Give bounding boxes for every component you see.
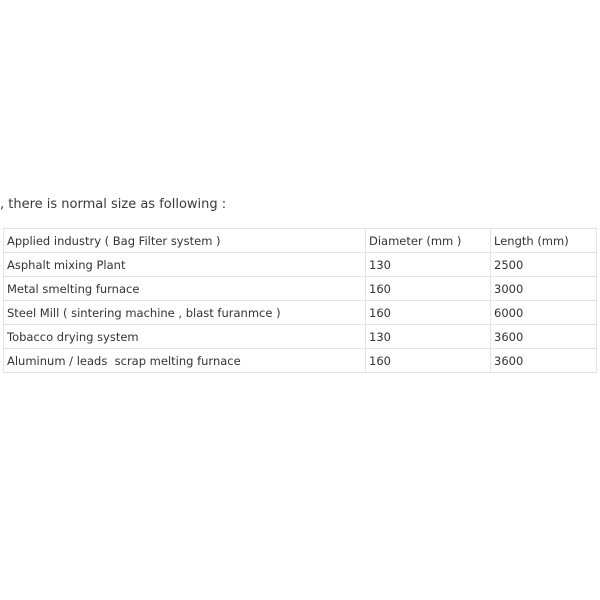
- header-industry: Applied industry ( Bag Filter system ): [4, 229, 366, 253]
- table-row: [4, 349, 597, 373]
- cell-length: 3600: [491, 325, 597, 349]
- cell-industry: Aluminum / leads scrap melting furnace: [4, 349, 366, 373]
- table-row: [4, 253, 597, 277]
- table-row: [4, 325, 597, 349]
- spec-table: [3, 228, 597, 373]
- cell-industry: Tobacco drying system: [4, 325, 366, 349]
- cell-diameter: 130: [366, 253, 491, 277]
- cell-length: 3000: [491, 277, 597, 301]
- cell-diameter: 130: [366, 325, 491, 349]
- cell-industry: Asphalt mixing Plant: [4, 253, 366, 277]
- cell-industry: Steel Mill ( sintering machine , blast furanmce ): [4, 301, 366, 325]
- cell-length: 3600: [491, 349, 597, 373]
- table-row: [4, 277, 597, 301]
- table-row: [4, 301, 597, 325]
- cell-diameter: 160: [366, 301, 491, 325]
- cell-diameter: 160: [366, 277, 491, 301]
- header-length: Length (mm): [491, 229, 597, 253]
- cell-length: 6000: [491, 301, 597, 325]
- cell-length: 2500: [491, 253, 597, 277]
- cell-industry: Metal smelting furnace: [4, 277, 366, 301]
- cell-diameter: 160: [366, 349, 491, 373]
- table-header-row: [4, 229, 597, 253]
- header-diameter: Diameter (mm ): [366, 229, 491, 253]
- intro-text: , there is normal size as following :: [0, 197, 227, 212]
